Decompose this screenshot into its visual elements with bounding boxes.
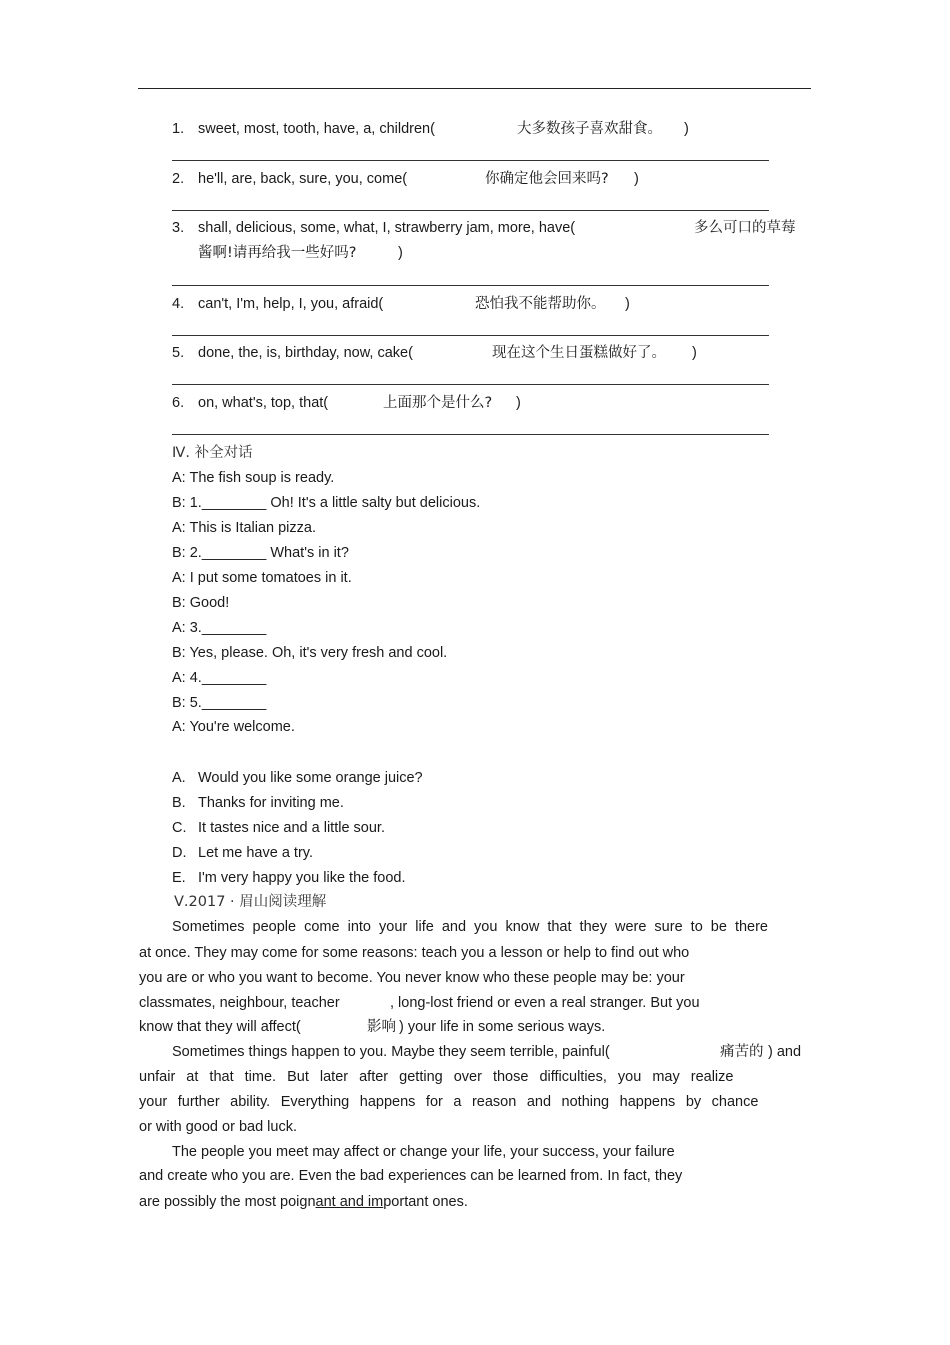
passage-line: Sometimes things happen to you. Maybe they seem terrible, painful( [172,1044,610,1060]
chinese-hint: 你确定他会回来吗? [485,171,609,187]
word-list: he'll, are, back, sure, you, come( [198,171,408,187]
passage-line: know that they will affect( [139,1019,301,1035]
passage-text: portant ones. [383,1194,468,1210]
answer-line[interactable] [172,335,769,336]
dialogue-line: A: 3.________ [172,620,267,636]
dialogue-line: B: 5.________ [172,695,267,711]
chinese-hint: 大多数孩子喜欢甜食。 [517,121,662,137]
item-number: 6. [172,395,185,411]
passage-line: you are or who you want to become. You never know who these people may be: your [139,970,685,986]
header-rule [138,88,811,89]
passage-line: at once. They may come for some reasons: teach you a lesson or help to find out who [139,945,690,961]
chinese-hint-cont: 酱啊!请再给我一些好吗? [198,245,357,261]
answer-line[interactable] [172,285,769,286]
passage-line: Sometimes people come into your life and you know that they were sure to be there [172,919,768,935]
dialogue-line: A: You're welcome. [172,719,295,735]
passage-line: classmates, neighbour, teacher [139,995,340,1011]
passage-text: are possibly the most poign [139,1194,316,1210]
word-list: sweet, most, tooth, have, a, children( [198,121,435,137]
dialogue-line: B: 1.________ Oh! It's a little salty but delicious. [172,495,481,511]
chinese-hint: 恐怕我不能帮助你。 [475,296,606,312]
passage-line: or with good or bad luck. [139,1119,297,1135]
option-text: I'm very happy you like the food. [198,870,406,886]
passage-line: The people you meet may affect or change your life, your success, your failure [172,1144,675,1160]
passage-line: and create who you are. Even the bad experiences can be learned from. In fact, they [139,1168,683,1184]
close-paren: ) [692,345,697,361]
dialogue-line: B: Yes, please. Oh, it's very fresh and cool. [172,645,448,661]
word-list: done, the, is, birthday, now, cake( [198,345,413,361]
close-paren: ) [398,245,403,261]
dialogue-line: A: This is Italian pizza. [172,520,316,536]
chinese-hint: 多么可口的草莓 [694,220,796,236]
option-letter: A. [172,770,186,786]
item-number: 1. [172,121,185,137]
close-paren: ) [684,121,689,137]
chinese-hint: 现在这个生日蛋糕做好了。 [492,345,666,361]
option-letter: B. [172,795,186,811]
chinese-hint: 上面那个是什么? [383,395,493,411]
option-letter: C. [172,820,187,836]
word-list: can't, I'm, help, I, you, afraid( [198,296,384,312]
item-number: 5. [172,345,185,361]
option-letter: E. [172,870,186,886]
close-paren: ) [634,171,639,187]
item-number: 2. [172,171,185,187]
passage-line: ) your life in some serious ways. [399,1019,606,1035]
answer-line[interactable] [172,160,769,161]
close-paren: ) [625,296,630,312]
section-title: Ⅳ. 补全对话 [172,445,253,461]
answer-line[interactable] [172,210,769,211]
passage-line: unfair at that time. But later after getting over those difficulties, you may realize [139,1069,734,1085]
dialogue-line: A: The fish soup is ready. [172,470,335,486]
option-letter: D. [172,845,187,861]
answer-line[interactable] [172,434,769,435]
underlined-text: ant and im [315,1194,384,1210]
answer-line[interactable] [172,384,769,385]
dialogue-line: A: 4.________ [172,670,267,686]
word-list: shall, delicious, some, what, I, strawberry jam, more, have( [198,220,576,236]
passage-line: your further ability. Everything happens for a reason and nothing happens by chance [139,1094,759,1110]
passage-line: , long-lost friend or even a real stranger. But you [390,995,700,1011]
close-paren: ) [516,395,521,411]
dialogue-line: B: Good! [172,595,230,611]
option-text: Thanks for inviting me. [198,795,344,811]
option-text: It tastes nice and a little sour. [198,820,385,836]
item-number: 4. [172,296,185,312]
dialogue-line: B: 2.________ What's in it? [172,545,349,561]
chinese-gloss: 影响 [367,1019,396,1035]
passage-line [139,1192,468,1212]
passage-line: ) and [768,1044,802,1060]
section-title: Ⅴ.2017 · 眉山阅读理解 [174,894,327,910]
option-text: Let me have a try. [198,845,313,861]
option-text: Would you like some orange juice? [198,770,423,786]
word-list: on, what's, top, that( [198,395,329,411]
dialogue-line: A: I put some tomatoes in it. [172,570,352,586]
chinese-gloss: 痛苦的 [720,1044,764,1060]
item-number: 3. [172,220,185,236]
